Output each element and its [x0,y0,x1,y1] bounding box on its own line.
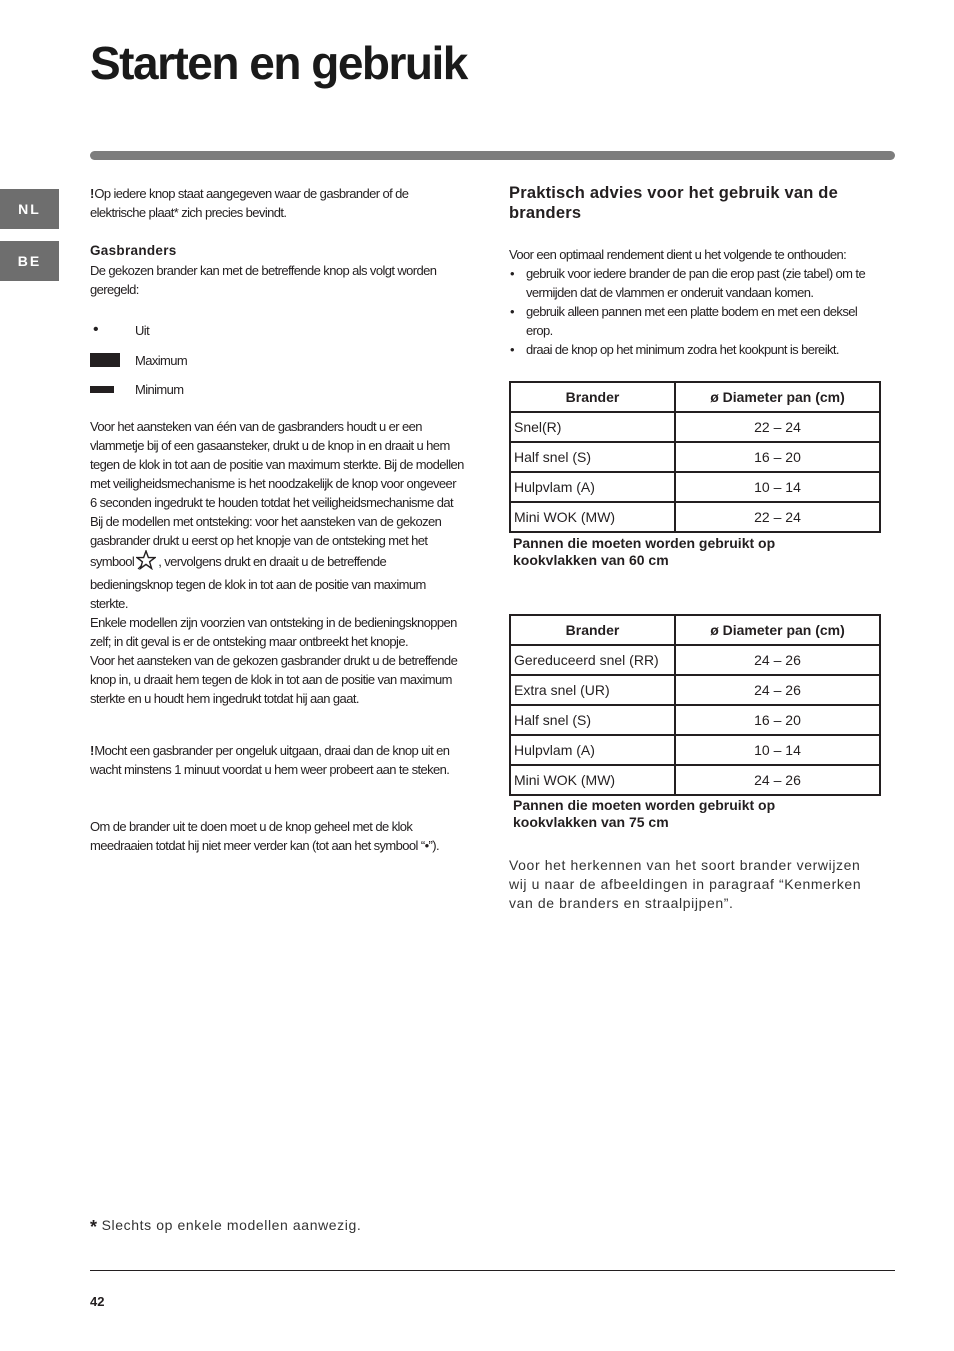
table-cell: Snel(R) [510,412,675,442]
ignition-instructions [90,417,465,708]
list-item: • gebruik alleen pannen met een platte bodem en met een deksel erop. [509,302,881,340]
warning-mark: ! [90,743,95,758]
table-header-row [510,382,880,412]
table-row [510,645,880,675]
column-header-brander: Brander [510,382,675,412]
footer-divider [90,1270,895,1271]
language-tab-be[interactable]: BE [0,241,59,281]
ignition-text-before: Voor het aansteken van één van de gasbranders houdt u er een vlammetje bij of een gasaansteker, drukt u de knop in en draait u hem tegen de klok in tot aan de positie van maximum sterkte. Bij de modellen met veiligheidsmechanisme is het noodzakelijk de knop voor ongeveer 6 seconden ingedrukt te houden totdat het veiligheidsmechanisme dat Bij de modellen met ontsteking: voor het aansteken van de gekozen gasbrander drukt u eerst op het knopje van de ontsteking met het symbool [90,419,464,569]
table-row [510,765,880,795]
legend-row-maximum [90,350,187,370]
list-item: • gebruik voor iedere brander de pan die erop past (zie tabel) om te vermijden dat de vlammen er onderuit vandaan komen. [509,264,881,302]
legend-row-uit [90,320,149,340]
legend-label-uit: Uit [135,322,150,338]
column-header-diameter: ø Diameter pan (cm) [675,615,880,645]
table-row [510,442,880,472]
table-row [510,735,880,765]
table-row [510,502,880,532]
table-caption-75cm: Pannen die moeten worden gebruikt op kookvlakken van 75 cm [513,797,776,830]
table-cell: 10 – 14 [675,735,880,765]
ignition-text-after: , vervolgens drukt en draait u de betreffende bedieningsknop tegen de klok in tot aan de positie van maximum sterkte. [90,554,426,611]
legend-row-minimum [90,379,184,399]
warning-paragraph [90,741,465,779]
ignition-text-p2: Enkele modellen zijn voorzien van ontsteking in de bedieningsknoppen zelf; in dit geval is er de ontsteking maar ontbreekt het knopje. [90,615,457,649]
footnote [90,1217,361,1238]
column-header-diameter: ø Diameter pan (cm) [675,382,880,412]
practical-advice-heading: Praktisch advies voor het gebruik van de branders [509,184,838,222]
table-cell: Mini WOK (MW) [510,765,675,795]
table-cell: 22 – 24 [675,412,880,442]
table-cell: Extra snel (UR) [510,675,675,705]
dot-icon: • [93,321,99,338]
intro-text: Op iedere knop staat aangegeven waar de gasbrander of de elektrische plaat* zich precies bevindt. [90,186,409,220]
ignition-text-p3: Voor het aansteken van de gekozen gasbrander drukt u de betreffende knop in, u draait hem tegen de klok in tot aan de positie van maximum sterkte en u houdt hem ingedrukt totdat hij aan gaat. [90,653,458,706]
gasbranders-text: De gekozen brander kan met de betreffende knop als volgt worden geregeld: [90,263,437,297]
table-cell: 16 – 20 [675,705,880,735]
table-cell: Half snel (S) [510,705,675,735]
advice-intro: Voor een optimaal rendement dient u het volgende te onthouden: [509,247,847,262]
intro-paragraph [90,184,465,222]
table-row [510,412,880,442]
list-item: • draai de knop op het minimum zodra het kookpunt is bereikt. [509,340,881,359]
burner-reference-paragraph: Voor het herkennen van het soort brander verwijzen wij u naar de afbeeldingen in paragraaf “Kenmerken van de branders en straalpijpen”. [509,857,862,911]
turn-off-paragraph: Om de brander uit te doen moet u de knop geheel met de klok meedraaien totdat hij niet meer verder kan (tot aan het symbool “•”). [90,819,440,853]
table-cell: 24 – 26 [675,645,880,675]
table-row [510,472,880,502]
warning-mark: ! [90,186,95,201]
table-cell: Half snel (S) [510,442,675,472]
header-divider-bar [90,151,895,160]
page-number: 42 [90,1294,105,1309]
table-row [510,675,880,705]
legend-label-maximum: Maximum [135,352,188,368]
footnote-text: Slechts op enkele modellen aanwezig. [101,1217,362,1233]
table-cell: Gereduceerd snel (RR) [510,645,675,675]
table-cell: 16 – 20 [675,442,880,472]
asterisk-mark: * [90,1217,98,1237]
ignition-spark-icon [136,550,156,575]
table-row [510,705,880,735]
pan-diameter-table-75cm [509,614,881,796]
table-cell: Hulpvlam (A) [510,735,675,765]
table-cell: Mini WOK (MW) [510,502,675,532]
legend-label-minimum: Minimum [135,381,184,397]
table-cell: 22 – 24 [675,502,880,532]
pan-diameter-table-60cm [509,381,881,533]
warning-text: Mocht een gasbrander per ongeluk uitgaan, draai dan de knop uit en wacht minstens 1 minuut voordat u hem weer probeert aan te steken. [90,743,450,777]
gasbranders-heading: Gasbranders [90,243,177,258]
min-flame-icon [90,386,114,393]
table-cell: 24 – 26 [675,675,880,705]
language-tab-nl[interactable]: NL [0,189,59,229]
page-title: Starten en gebruik [90,37,467,89]
table-cell: Hulpvlam (A) [510,472,675,502]
table-cell: 10 – 14 [675,472,880,502]
table-header-row [510,615,880,645]
column-header-brander: Brander [510,615,675,645]
table-caption-60cm: Pannen die moeten worden gebruikt op kookvlakken van 60 cm [513,535,776,568]
table-cell: 24 – 26 [675,765,880,795]
advice-list [509,264,881,359]
max-flame-icon [90,353,120,367]
